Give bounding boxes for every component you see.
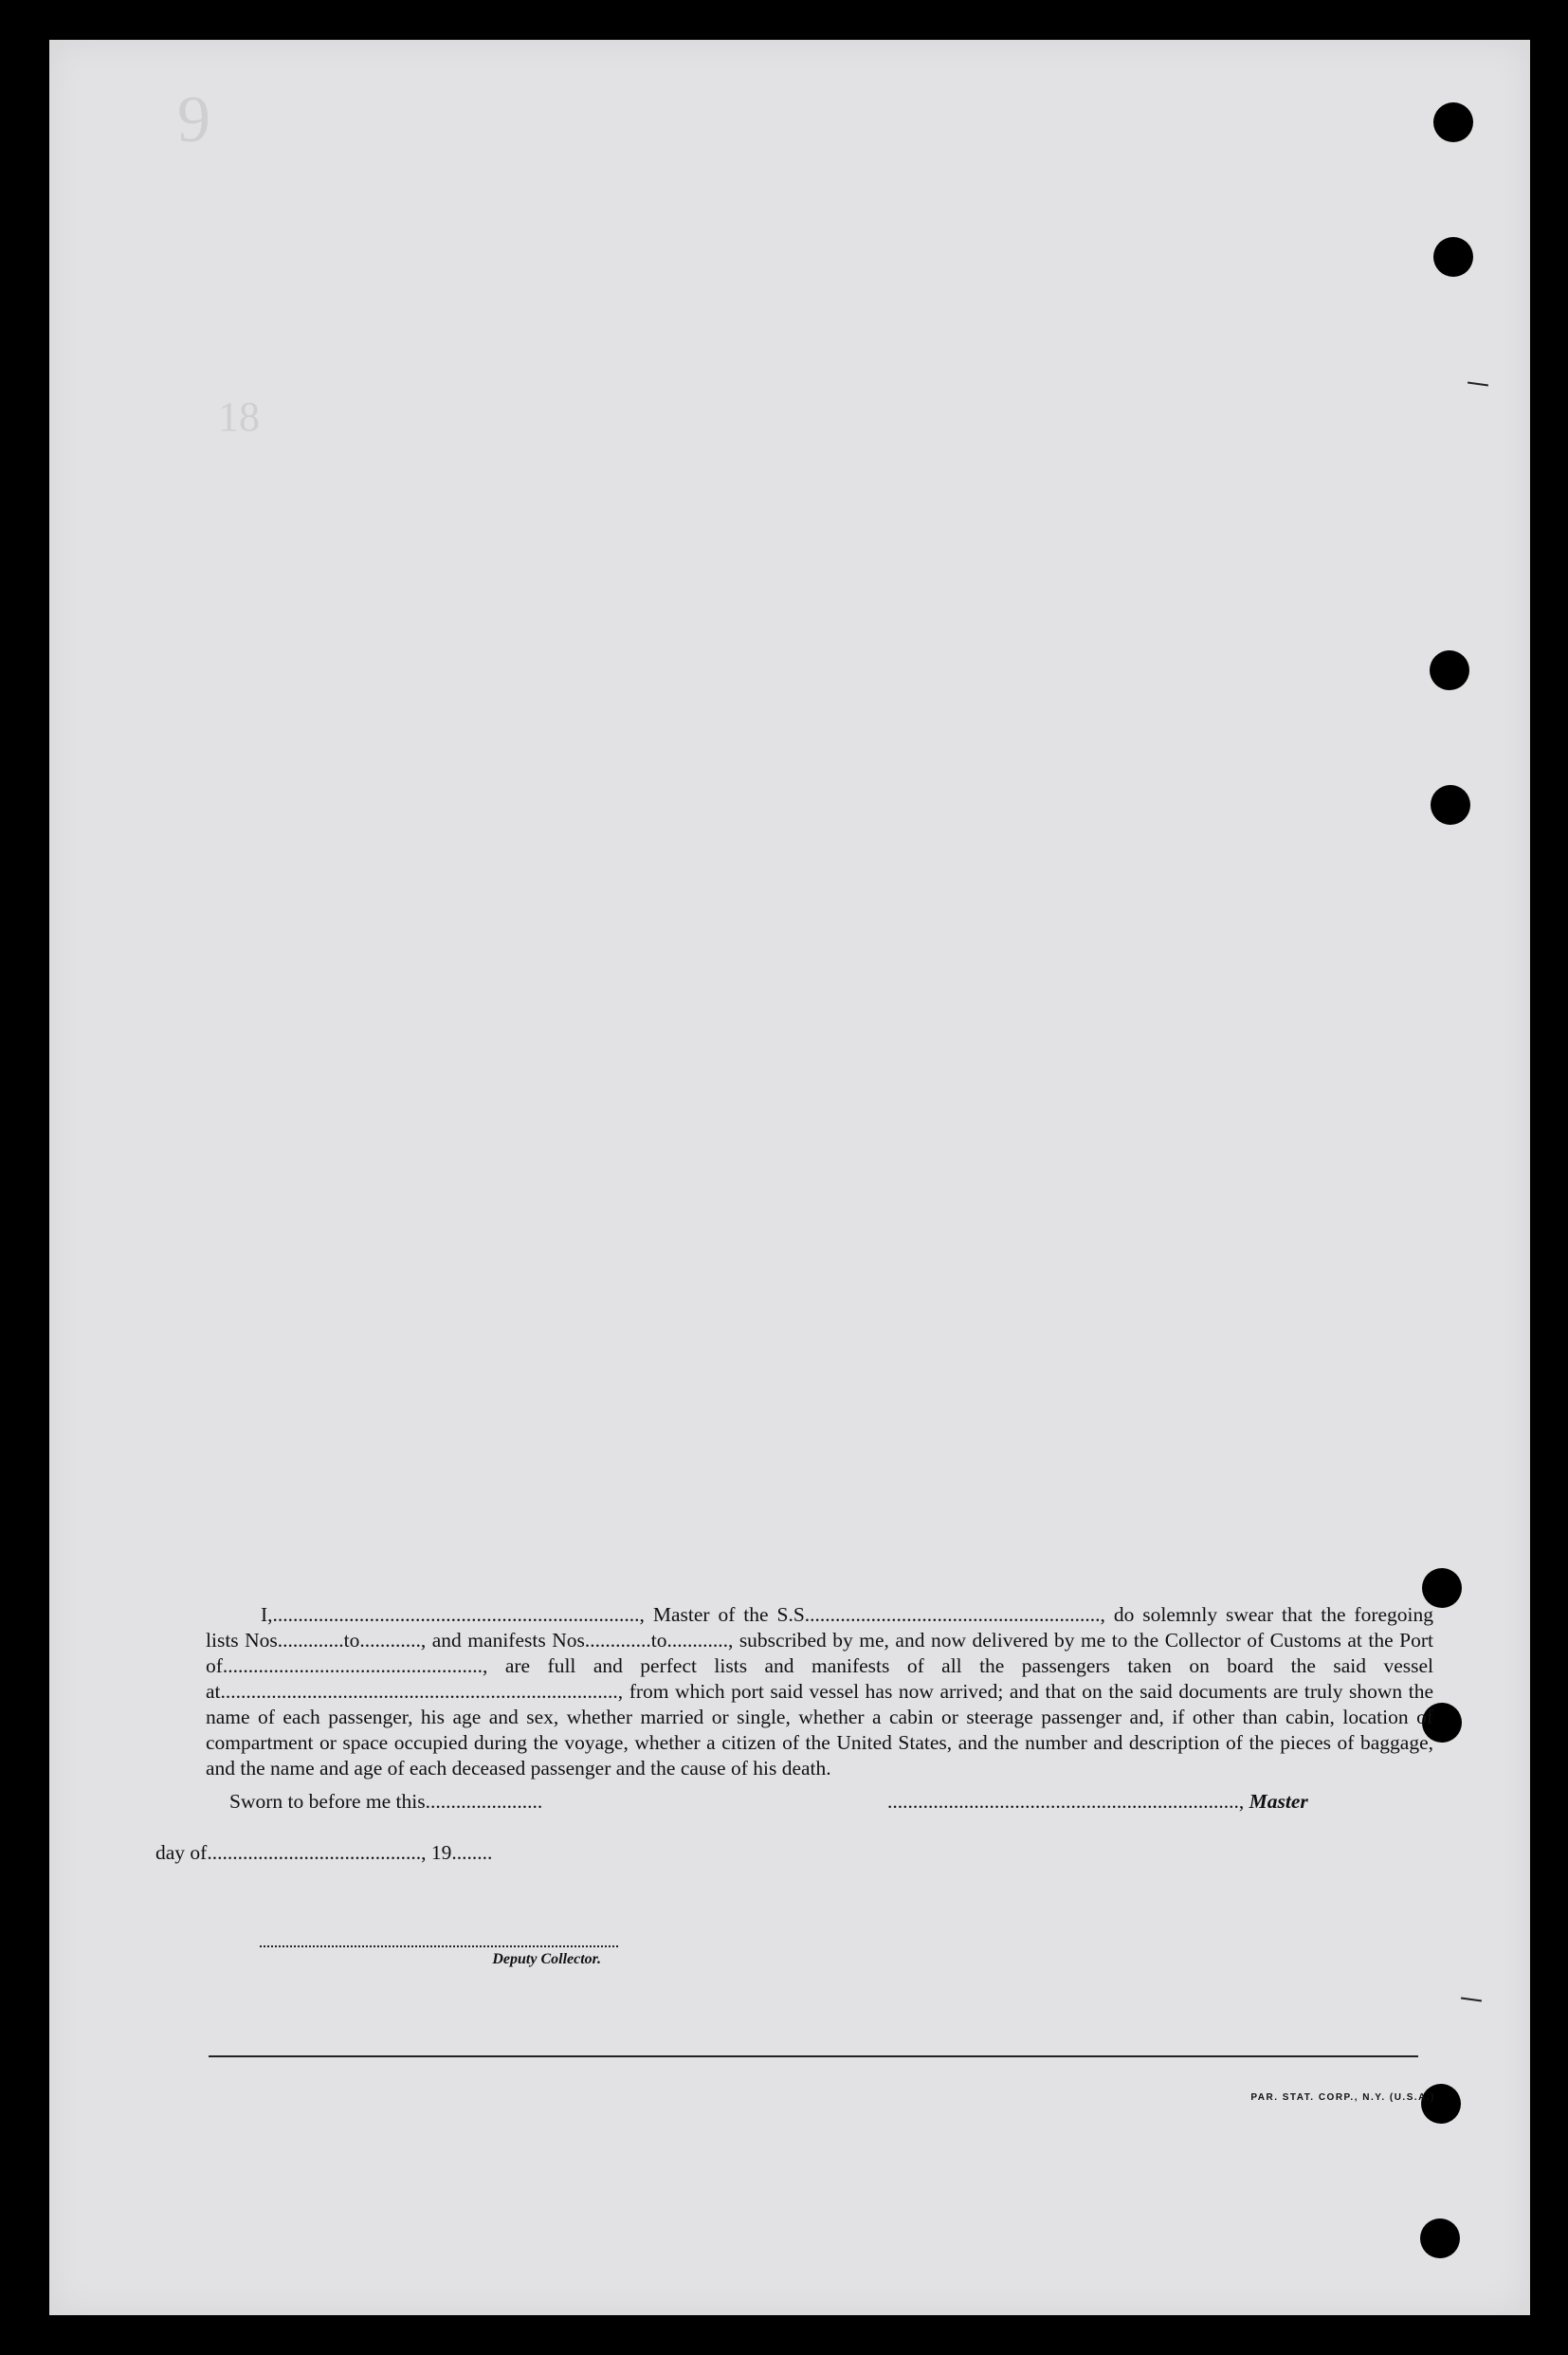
master-label: Master xyxy=(1249,1790,1308,1813)
oath-paragraph: I,........................................................................, Master of the S.S.........................................................., do solemnly swear that the foregoing lists Nos.............to............, and manifests Nos.............to............, subscribed by me, and now delivered by me to the Collector of Customs at the Port of..................................................., are full and perfect lists and manifests of all the passengers taken on board the said vessel at.............................................................................., from which port said vessel has now arrived; and that on the said documents are truly shown the name of each passenger, his age and sex, whether married or single, whether a cabin or steerage passenger and, if other than cabin, location of compartment or space occupied during the voyage, whether a citizen of the United States, and the number and description of the pieces of baggage, and the name and age of each deceased passenger and the cause of his death. xyxy=(206,1603,1433,1780)
master-dotted-line: ....................................................................., xyxy=(887,1790,1245,1813)
punch-hole xyxy=(1430,650,1469,690)
punch-hole xyxy=(1431,785,1470,825)
manifest-sheet xyxy=(49,40,1530,2315)
master-signature-line xyxy=(887,1790,1308,1814)
deputy-collector-label: Deputy Collector. xyxy=(492,1951,601,1967)
footer-rule xyxy=(209,2055,1418,2057)
punch-hole xyxy=(1433,102,1473,142)
faint-mark-top-left: 9 xyxy=(177,83,210,156)
printer-imprint: PAR. STAT. CORP., N.Y. (U.S.A.) xyxy=(1250,2092,1435,2103)
margin-tick xyxy=(1468,381,1488,386)
punch-hole xyxy=(1420,2218,1460,2258)
margin-tick xyxy=(1461,1997,1482,2001)
deputy-signature-line xyxy=(260,1945,618,1947)
sworn-line: Sworn to before me this....................... xyxy=(229,1790,543,1813)
punch-hole xyxy=(1421,2084,1461,2124)
punch-hole xyxy=(1433,237,1473,277)
day-of-line: day of.........................................., 19........ xyxy=(155,1841,493,1864)
faint-page-number: 18 xyxy=(218,393,260,440)
